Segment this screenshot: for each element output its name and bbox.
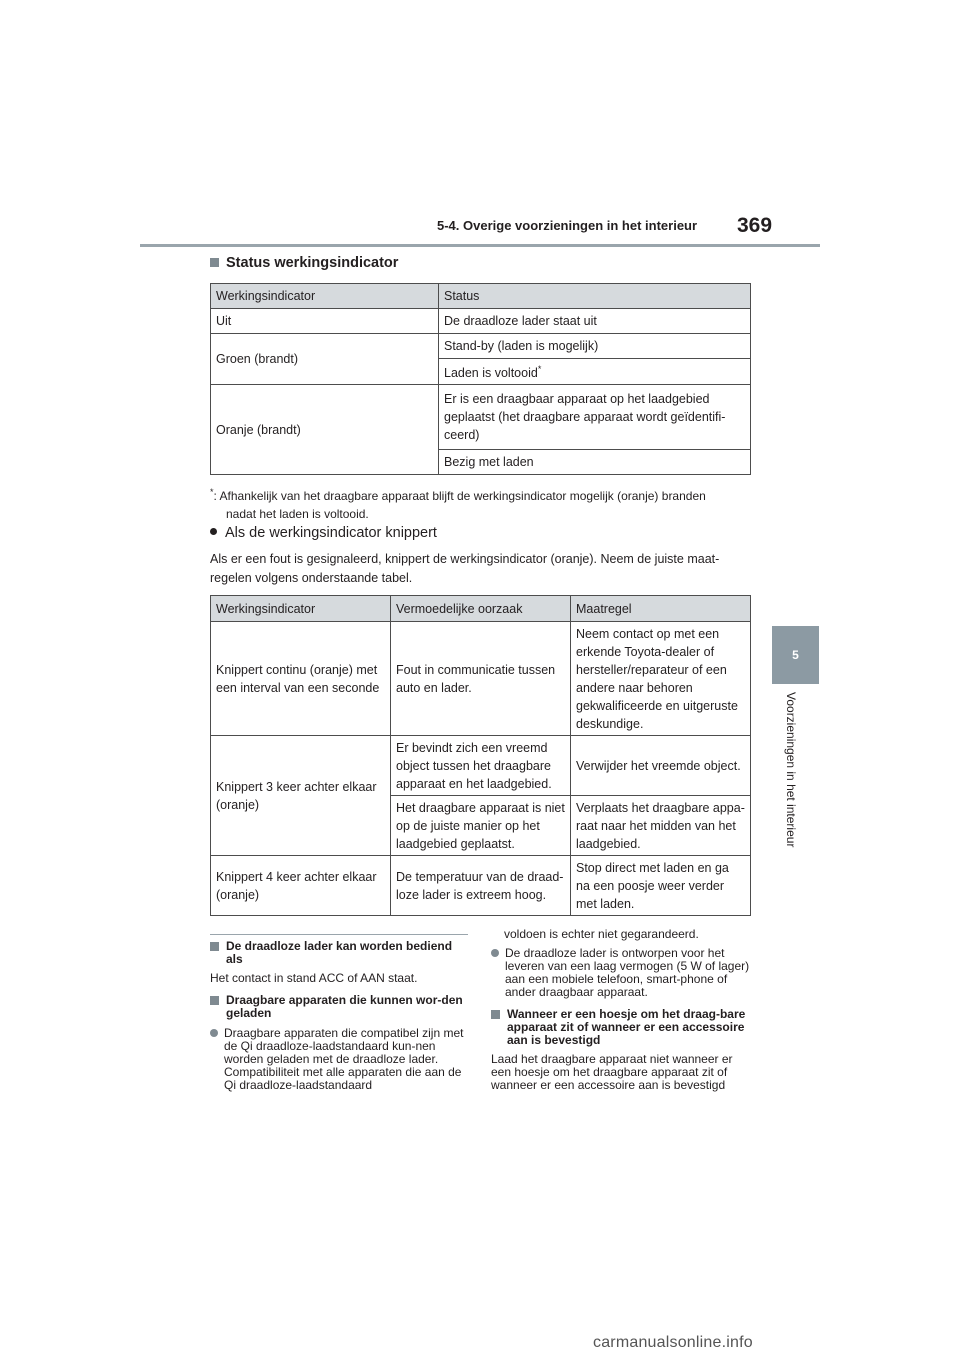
table-row: [211, 856, 751, 916]
table-row: [211, 385, 751, 450]
notes-rule: [210, 934, 468, 935]
blink-table-header-action: Maatregel: [571, 596, 751, 622]
square-bullet-icon: [210, 996, 219, 1005]
table-row: [211, 309, 751, 334]
blink-paragraph: Als er een fout is gesignaleerd, knippert de werkingsindicator (oranje). Neem de juiste maat-regelen volgens onderstaande tabel.: [210, 552, 720, 585]
table-cell: Knippert 3 keer achter elkaar (oranje): [211, 736, 391, 856]
table-cell: Stand-by (laden is mogelijk): [439, 334, 751, 359]
table-cell: Er bevindt zich een vreemd object tussen het draagbare apparaat en het laadgebied.: [391, 736, 571, 796]
square-bullet-icon: [210, 258, 219, 267]
table-cell: Stop direct met laden en ga na een poosje weer verder met laden.: [571, 856, 751, 916]
note-bullet: Draagbare apparaten die compatibel zijn met de Qi draadloze-laadstandaard kun-nen worden geladen met de draadloze lader. Compatibiliteit met alle apparaten die aan de Qi draadloze-laadstandaard: [224, 1026, 464, 1092]
status-table: [210, 283, 751, 475]
footnote-asterisk: *: [537, 364, 542, 375]
table-cell: Het draagbare apparaat is niet op de juiste manier op het laadgebied geplaatst.: [391, 796, 571, 856]
header-rule: [140, 244, 820, 247]
table-cell: [439, 359, 751, 385]
chapter-title-vertical: [784, 692, 804, 882]
footnote: [210, 483, 755, 523]
chapter-tab: 5: [772, 626, 819, 684]
running-header: 5-4. Overige voorzieningen in het interieur: [437, 218, 698, 233]
round-bullet-icon: [210, 1029, 218, 1037]
status-text: Laden is voltooid: [444, 366, 538, 381]
table-cell: Groen (brandt): [211, 334, 439, 385]
status-table-header-indicator: Werkingsindicator: [211, 284, 439, 309]
table-cell: Bezig met laden: [439, 450, 751, 475]
table-cell: Fout in communicatie tussen auto en lader.: [391, 622, 571, 736]
footnote-line-1: : Afhankelijk van het draagbare apparaat blijft de werkingsindicator mogelijk (oranje) branden: [213, 489, 706, 503]
round-bullet-icon: [491, 949, 499, 957]
table-cell: Verwijder het vreemde object.: [571, 736, 751, 796]
notes-left-column: [210, 940, 468, 1092]
table-cell: Knippert continu (oranje) met een interval van een seconde: [211, 622, 391, 736]
status-heading: [210, 255, 398, 271]
note-heading: Draagbare apparaten die kunnen wor-den geladen: [226, 993, 463, 1020]
notes-right-column: [491, 928, 753, 1092]
note-paragraph: Laad het draagbare apparaat niet wanneer er een hoesje om het draagbare apparaat zit of wanneer er een accessoire aan is bevestigd: [491, 1052, 733, 1092]
table-cell: Neem contact op met een erkende Toyota-dealer of hersteller/reparateur of een andere naar behoren gekwalificeerde en uitgeruste deskundige.: [571, 622, 751, 736]
blink-table-header-cause: Vermoedelijke oorzaak: [391, 596, 571, 622]
table-cell: Uit: [211, 309, 439, 334]
square-bullet-icon: [210, 942, 219, 951]
status-table-header-status: Status: [439, 284, 751, 309]
table-cell: Oranje (brandt): [211, 385, 439, 475]
square-bullet-icon: [491, 1010, 500, 1019]
note-continuation: voldoen is echter niet gegarandeerd.: [504, 927, 699, 941]
blink-heading: [210, 525, 437, 541]
blink-heading-text: Als de werkingsindicator knippert: [225, 525, 437, 541]
note-heading: De draadloze lader kan worden bediend als: [226, 939, 453, 966]
blink-table: [210, 595, 751, 916]
note-heading: Wanneer er een hoesje om het draag-bare apparaat zit of wanneer er een accessoire aan is bevestigd: [507, 1007, 746, 1047]
table-cell: Verplaats het draagbare appa-raat naar het midden van het laadgebied.: [571, 796, 751, 856]
page-number: 369: [737, 214, 773, 237]
table-row: [211, 622, 751, 736]
status-heading-text: Status werkingsindicator: [226, 255, 399, 271]
note-paragraph: Het contact in stand ACC of AAN staat.: [210, 971, 418, 985]
table-row: [211, 334, 751, 359]
note-bullet: De draadloze lader is ontworpen voor het leveren van een laag vermogen (5 W of lager) aan een mobiele telefoon, smart-phone of ander draagbaar apparaat.: [505, 946, 750, 999]
chapter-title: Voorzieningen in het interieur: [784, 692, 798, 848]
table-row: [211, 736, 751, 796]
table-cell: De draadloze lader staat uit: [439, 309, 751, 334]
blink-table-header-indicator: Werkingsindicator: [211, 596, 391, 622]
round-bullet-icon: [210, 528, 217, 535]
footnote-line-2: nadat het laden is voltooid.: [226, 507, 369, 521]
table-cell: Er is een draagbaar apparaat op het laadgebied geplaatst (het draagbare apparaat wordt geïdentifi-ceerd): [439, 385, 751, 450]
table-cell: De temperatuur van de draad-loze lader is extreem hoog.: [391, 856, 571, 916]
table-cell: Knippert 4 keer achter elkaar (oranje): [211, 856, 391, 916]
watermark: carmanualsonline.info: [593, 1334, 753, 1351]
footnote-mark: *: [210, 487, 214, 497]
